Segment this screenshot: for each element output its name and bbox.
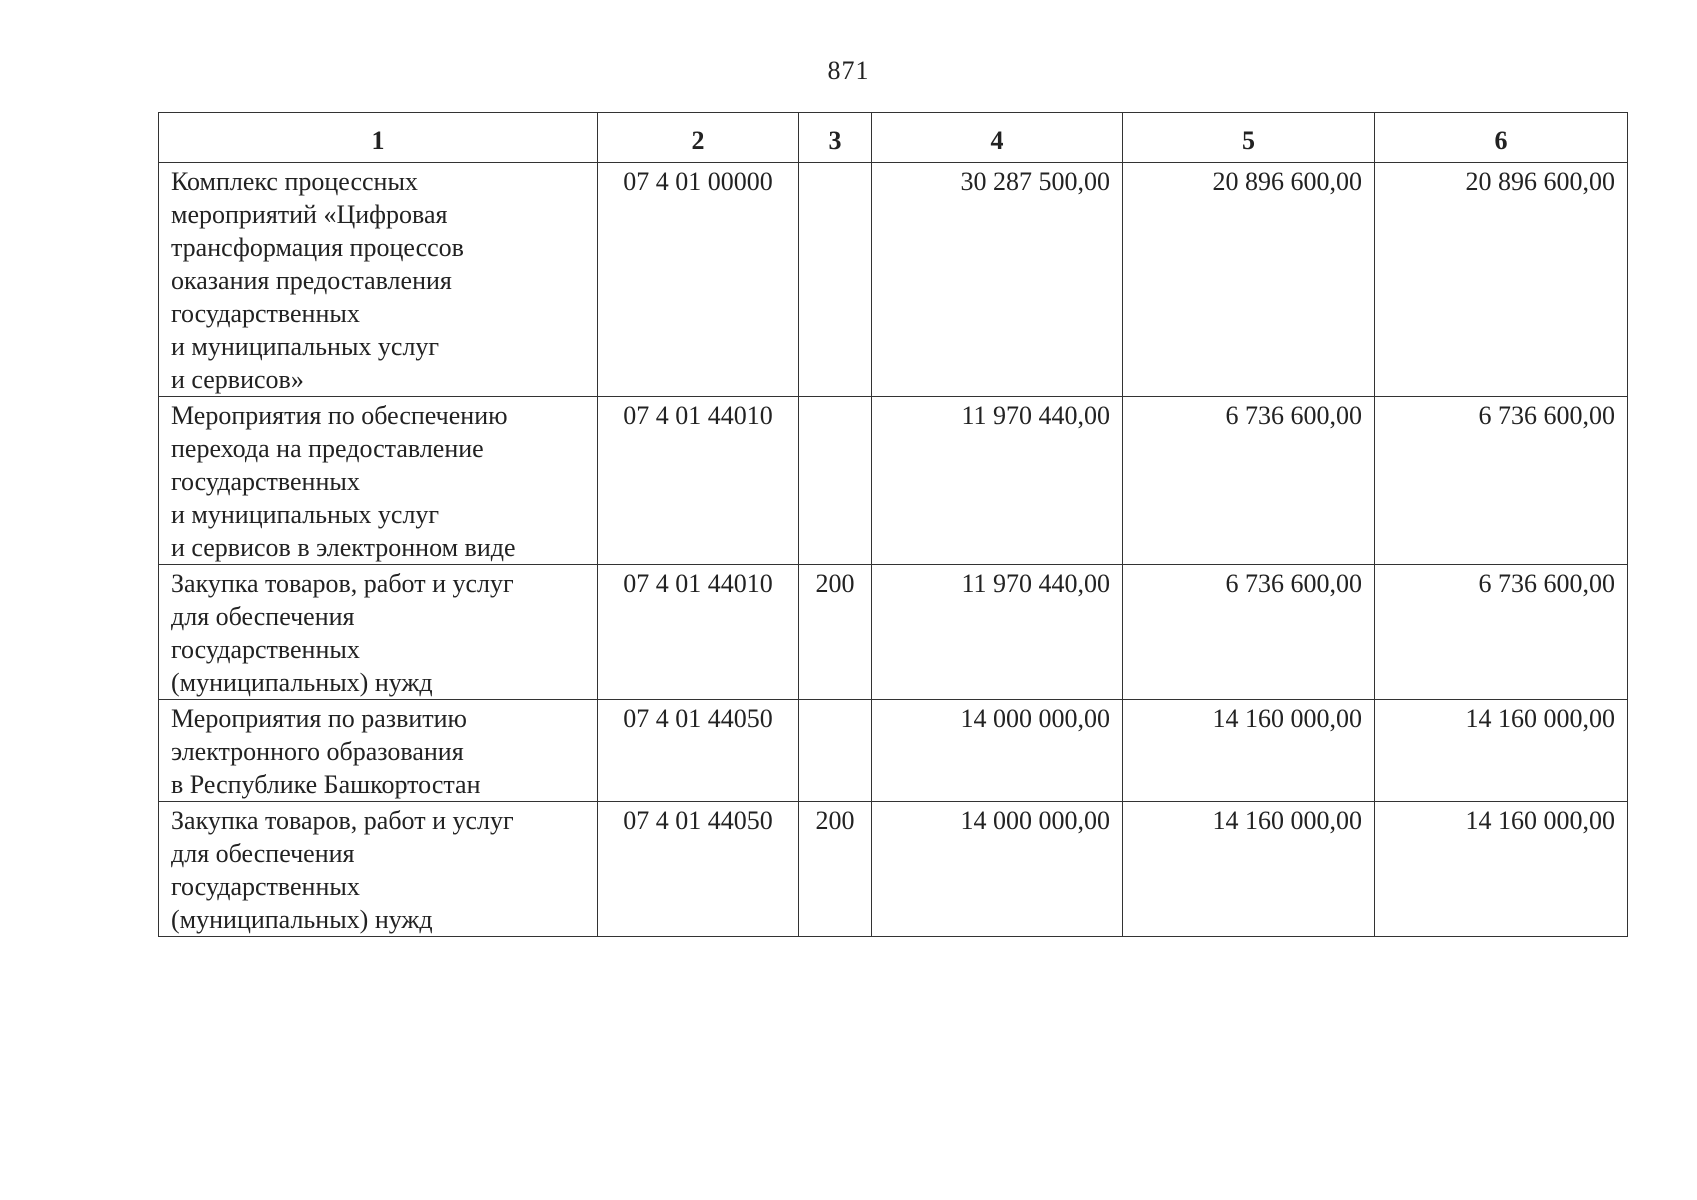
page-number: 871	[827, 56, 870, 85]
name-line: государственных	[171, 467, 360, 496]
amount-col-6-cell: 14 160 000,00	[1375, 700, 1628, 802]
table-header-row	[159, 113, 1628, 163]
name-line: мероприятий «Цифровая	[171, 200, 448, 229]
name-line: Мероприятия по развитию	[171, 704, 467, 733]
amount-col-6-cell: 20 896 600,00	[1375, 163, 1628, 397]
row-name-cell	[159, 565, 598, 700]
amount-col-5-cell: 20 896 600,00	[1123, 163, 1375, 397]
type-cell: 200	[799, 802, 872, 937]
table-row	[159, 397, 1628, 565]
code-cell: 07 4 01 44010	[598, 397, 799, 565]
header-col-5: 5	[1123, 113, 1375, 163]
table-row	[159, 802, 1628, 937]
name-line: государственных	[171, 635, 360, 664]
header-col-2: 2	[598, 113, 799, 163]
name-line: государственных	[171, 299, 360, 328]
name-line: трансформация процессов	[171, 233, 464, 262]
amount-col-4-cell: 14 000 000,00	[872, 802, 1123, 937]
header-col-4: 4	[872, 113, 1123, 163]
amount-col-6-cell: 6 736 600,00	[1375, 397, 1628, 565]
name-line: и муниципальных услуг	[171, 332, 440, 361]
budget-table	[158, 112, 1628, 937]
name-line: электронного образования	[171, 737, 464, 766]
amount-col-4-cell: 14 000 000,00	[872, 700, 1123, 802]
name-line: государственных	[171, 872, 360, 901]
row-name-cell	[159, 700, 598, 802]
name-line: Комплекс процессных	[171, 167, 418, 196]
amount-col-5-cell: 6 736 600,00	[1123, 397, 1375, 565]
name-line: (муниципальных) нужд	[171, 905, 433, 934]
name-line: оказания предоставления	[171, 266, 452, 295]
amount-col-6-cell: 6 736 600,00	[1375, 565, 1628, 700]
amount-col-5-cell: 14 160 000,00	[1123, 700, 1375, 802]
header-col-3: 3	[799, 113, 872, 163]
code-cell: 07 4 01 44050	[598, 802, 799, 937]
name-line: Закупка товаров, работ и услуг	[171, 569, 514, 598]
name-line: (муниципальных) нужд	[171, 668, 433, 697]
name-line: перехода на предоставление	[171, 434, 484, 463]
amount-col-4-cell: 11 970 440,00	[872, 565, 1123, 700]
row-name-cell	[159, 163, 598, 397]
table-row	[159, 163, 1628, 397]
table-row	[159, 565, 1628, 700]
name-line: в Республике Башкортостан	[171, 770, 481, 799]
amount-col-5-cell: 6 736 600,00	[1123, 565, 1375, 700]
amount-col-6-cell: 14 160 000,00	[1375, 802, 1628, 937]
row-name-cell	[159, 802, 598, 937]
code-cell: 07 4 01 00000	[598, 163, 799, 397]
type-cell: 200	[799, 565, 872, 700]
name-line: и сервисов в электронном виде	[171, 533, 516, 562]
type-cell	[799, 700, 872, 802]
name-line: и муниципальных услуг	[171, 500, 440, 529]
name-line: Мероприятия по обеспечению	[171, 401, 508, 430]
name-line: для обеспечения	[171, 839, 355, 868]
name-line: для обеспечения	[171, 602, 355, 631]
header-col-1: 1	[159, 113, 598, 163]
table-row	[159, 700, 1628, 802]
header-col-6: 6	[1375, 113, 1628, 163]
type-cell	[799, 163, 872, 397]
amount-col-4-cell: 11 970 440,00	[872, 397, 1123, 565]
code-cell: 07 4 01 44050	[598, 700, 799, 802]
name-line: и сервисов»	[171, 365, 304, 394]
code-cell: 07 4 01 44010	[598, 565, 799, 700]
name-line: Закупка товаров, работ и услуг	[171, 806, 514, 835]
amount-col-5-cell: 14 160 000,00	[1123, 802, 1375, 937]
row-name-cell	[159, 397, 598, 565]
amount-col-4-cell: 30 287 500,00	[872, 163, 1123, 397]
type-cell	[799, 397, 872, 565]
